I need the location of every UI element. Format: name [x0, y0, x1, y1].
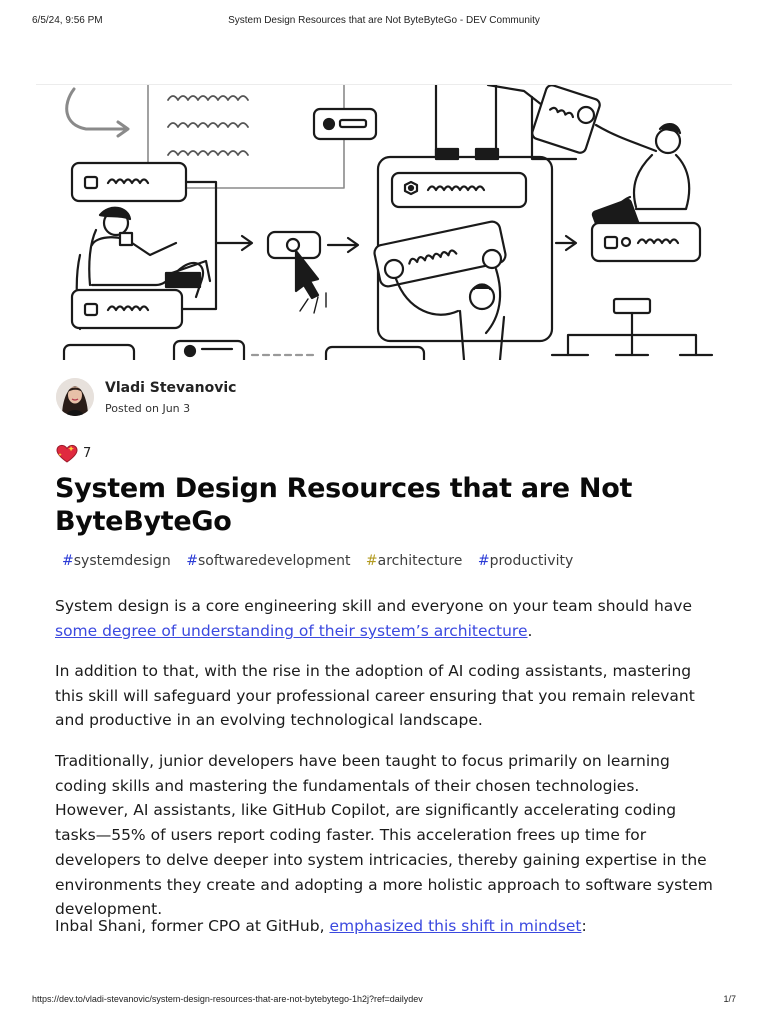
- tag-hash: #: [477, 553, 490, 569]
- print-footer: [32, 994, 736, 1008]
- link-system-architecture[interactable]: some degree of understanding of their system’s architecture: [55, 621, 528, 640]
- cover-image: [56, 85, 722, 360]
- author-name[interactable]: Vladi Stevanovic: [105, 380, 237, 396]
- tag-hash: #: [365, 553, 378, 569]
- post-title: System Design Resources that are Not ByteByteGo: [55, 473, 633, 537]
- tag-productivity[interactable]: [478, 553, 573, 569]
- tag-label: softwaredevelopment: [197, 553, 351, 569]
- avatar[interactable]: [56, 378, 94, 416]
- print-page-title: System Design Resources that are Not ByteByteGo - DEV Community: [228, 15, 540, 26]
- paragraph-end: :: [581, 917, 587, 935]
- tag-systemdesign[interactable]: [62, 553, 171, 569]
- print-header: [32, 15, 736, 29]
- posted-date: Posted on Jun 3: [105, 402, 191, 415]
- reaction-count: 7: [83, 446, 92, 461]
- paragraph-intro: [55, 594, 715, 643]
- paragraph-text: Inbal Shani, former CPO at GitHub,: [55, 917, 330, 935]
- author-block: [56, 378, 696, 418]
- tag-list: [62, 553, 584, 571]
- print-page-number: 1/7: [723, 994, 736, 1004]
- paragraph-end: .: [527, 621, 533, 640]
- paragraph-text: System design is a core engineering skill and everyone on your team should have: [55, 597, 692, 615]
- paragraph-ai-assistants: In addition to that, with the rise in the adoption of AI coding assistants, mastering this skill will safeguard your professional career ensuring that you remain relevant and productive in an evolving technological landscape.: [55, 662, 695, 730]
- tag-label: productivity: [489, 553, 574, 569]
- tag-label: systemdesign: [73, 553, 171, 569]
- print-url: https://dev.to/vladi-stevanovic/system-design-resources-that-are-not-bytebytego-1h2j?ref=dailydev: [32, 994, 423, 1004]
- heart-sparkle-icon[interactable]: [56, 444, 78, 464]
- tag-architecture[interactable]: [366, 553, 462, 569]
- tag-hash: #: [62, 553, 74, 569]
- tag-hash: #: [186, 553, 198, 569]
- tag-label: architecture: [377, 553, 463, 569]
- paragraph-inbal-shani: [55, 914, 715, 939]
- print-datetime: 6/5/24, 9:56 PM: [32, 15, 103, 26]
- link-shift-in-mindset[interactable]: emphasized this shift in mindset: [329, 917, 582, 935]
- tag-softwaredevelopment[interactable]: [186, 553, 350, 569]
- paragraph-traditionally: Traditionally, junior developers have been taught to focus primarily on learning coding skills and mastering the fundamentals of their chosen technologies. However, AI assistants, like GitHub Copilot, are significantly accelerating coding tasks—55% of users report coding faster. This acceleration frees up time for developers to delve deeper into system intricacies, thereby gaining expertise in the environments they create and adopting a more holistic approach to software system development.: [55, 752, 713, 919]
